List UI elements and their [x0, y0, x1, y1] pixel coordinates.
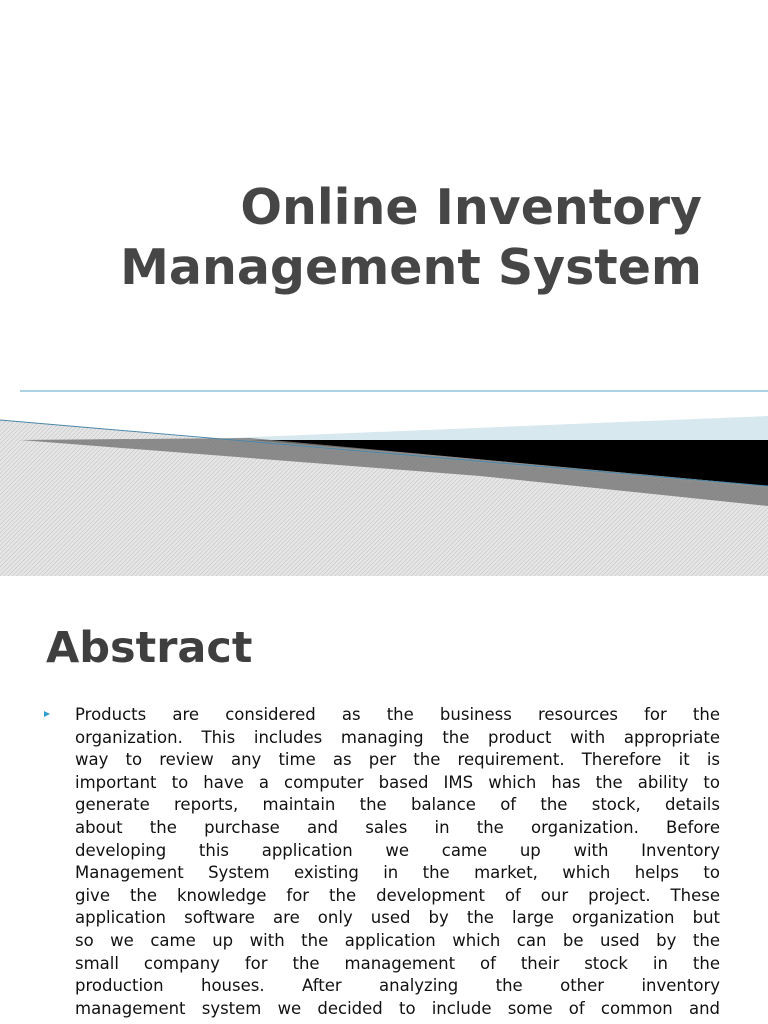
paragraph-line: Products are considered as the business resources for the — [75, 705, 720, 724]
title-line-2: Management System — [120, 239, 702, 296]
paragraph-line: so we came up with the application which can be used by the — [75, 930, 720, 950]
paragraph-line: developing this application we came up with Inventory — [75, 840, 720, 860]
light-blue-band — [230, 416, 768, 442]
paragraph-line: organization. This includes managing the product with appropriate — [75, 727, 720, 747]
paragraph-line: application software are only used by the large organization but — [75, 908, 720, 928]
paragraph-line: give the knowledge for the development of our project. These — [75, 885, 720, 905]
paragraph-line: generate reports, maintain the balance of the stock, details — [75, 795, 720, 815]
paragraph-line: production houses. After analyzing the other inventory — [75, 976, 720, 996]
paragraph-line: Management System existing in the market, which helps to — [75, 863, 720, 883]
triangle-bullet-icon — [44, 711, 50, 717]
paragraph-line: management system we decided to include some of common and — [75, 998, 720, 1018]
title-line-1: Online Inventory — [240, 179, 702, 236]
slide-title — [22, 178, 702, 298]
decorative-wave-band — [0, 380, 768, 576]
paragraph-line: way to review any time as per the requirement. Therefore it is — [75, 750, 720, 770]
paragraph-line: about the purchase and sales in the organization. Before — [75, 817, 720, 837]
abstract-heading: Abstract — [46, 623, 253, 673]
abstract-paragraph — [75, 704, 720, 1020]
abstract-slide — [0, 576, 768, 1024]
paragraph-line: important to have a computer based IMS which has the ability to — [75, 772, 720, 792]
paragraph-line: small company for the management of their stock in the — [75, 953, 720, 973]
